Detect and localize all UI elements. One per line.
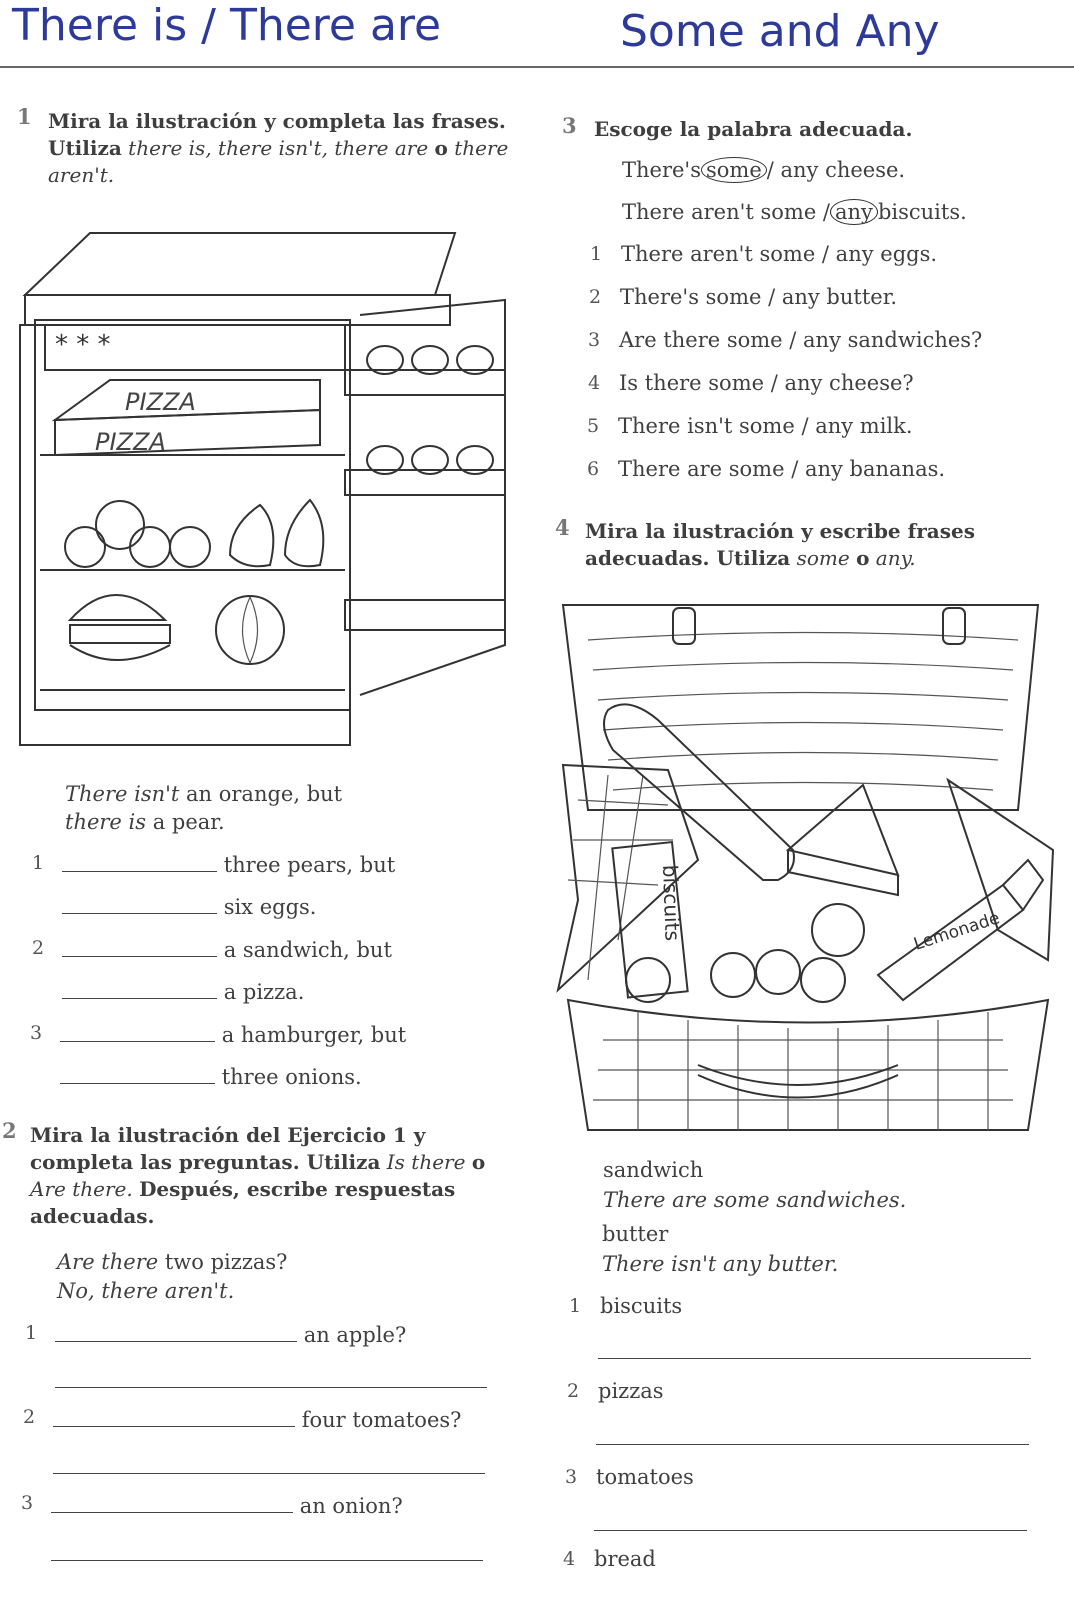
fridge-illustration	[15, 225, 510, 750]
ex1-item-text: a hamburger, but	[221, 1023, 407, 1047]
ex3-item-number: 1	[590, 243, 603, 265]
ex3-example-2-post: biscuits.	[877, 200, 967, 224]
answer-line[interactable]	[55, 1387, 487, 1388]
ex4-example-2-word: butter	[602, 1222, 669, 1246]
ex3-item-number: 4	[588, 372, 601, 394]
ex3-example-1-circled: some	[701, 157, 767, 183]
ex4-item-number: 4	[563, 1548, 576, 1570]
ex2-instruction-f: Después, escribe respuestas	[139, 1177, 456, 1201]
ex2-item-line	[53, 1408, 461, 1432]
ex2-instruction-c: Is there	[386, 1150, 466, 1174]
ex4-item-number: 2	[567, 1380, 580, 1402]
ex1-item-text: six eggs.	[223, 895, 317, 919]
ex3-item-text[interactable]: There's some / any butter.	[620, 285, 898, 309]
ex2-item-text: an apple?	[303, 1323, 407, 1347]
biscuits-label: biscuits	[658, 864, 685, 942]
ex1-item-number: 1	[32, 852, 45, 874]
ex1-item-line	[62, 895, 316, 919]
ex2-example-answer: No, there aren't.	[57, 1279, 235, 1303]
ex3-item-number: 5	[587, 415, 600, 437]
ex1-number: 1	[17, 104, 32, 129]
ex4-item-word: tomatoes	[596, 1465, 694, 1489]
ex3-example-2-pre: There aren't some /	[622, 200, 831, 224]
answer-blank[interactable]	[55, 1323, 297, 1342]
answer-blank[interactable]	[53, 1408, 295, 1427]
ex4-instruction-c: some	[796, 546, 850, 570]
answer-blank[interactable]	[51, 1494, 293, 1513]
ex1-item-number: 3	[30, 1022, 43, 1044]
ex2-instruction	[30, 1122, 500, 1230]
ex4-number: 4	[555, 515, 570, 540]
ex2-item-number: 3	[21, 1492, 34, 1514]
ex3-item-text[interactable]: There aren't some / any eggs.	[621, 242, 938, 266]
ex1-item-line	[60, 1023, 406, 1047]
ex1-instruction	[48, 108, 518, 189]
ex4-item-word: bread	[594, 1547, 656, 1571]
ex3-item-number: 2	[589, 286, 602, 308]
ex1-instruction-a: Mira la ilustración y completa las frases.	[48, 109, 506, 133]
ex4-example-1-word: sandwich	[603, 1158, 704, 1182]
ex2-item-line	[51, 1494, 403, 1518]
ex2-instruction-d: o	[471, 1150, 486, 1174]
ex1-example-2-rest: a pear.	[152, 810, 225, 834]
ex1-example-1-italic: There isn't	[65, 782, 180, 806]
ex1-item-number: 2	[32, 937, 45, 959]
fridge-stars: * * *	[55, 330, 111, 360]
ex3-number: 3	[562, 113, 577, 138]
ex2-item-number: 2	[23, 1406, 36, 1428]
answer-blank[interactable]	[62, 853, 217, 872]
answer-line[interactable]	[596, 1444, 1029, 1445]
ex1-instruction-b: Utiliza	[48, 136, 122, 160]
answer-blank[interactable]	[60, 1023, 215, 1042]
ex1-item-line	[60, 1065, 362, 1089]
ex2-item-number: 1	[25, 1322, 38, 1344]
ex2-item-text: an onion?	[299, 1494, 403, 1518]
answer-line[interactable]	[51, 1560, 483, 1561]
ex4-item-word: pizzas	[598, 1379, 664, 1403]
ex2-example-q-italic: Are there	[57, 1250, 159, 1274]
ex1-item-line	[62, 938, 392, 962]
ex4-item-number: 3	[565, 1466, 578, 1488]
ex1-item-text: three onions.	[221, 1065, 362, 1089]
ex4-example-2-answer: There isn't any butter.	[602, 1252, 839, 1276]
pizza-bottom-label: PIZZA	[95, 428, 166, 456]
ex1-item-line	[62, 853, 395, 877]
header-rule	[0, 66, 1074, 68]
ex3-item-text[interactable]: Are there some / any sandwiches?	[619, 328, 983, 352]
ex4-instruction-d: o	[856, 546, 870, 570]
ex1-item-line	[62, 980, 304, 1004]
answer-blank[interactable]	[62, 895, 217, 914]
ex3-example-1-pre: There's	[622, 158, 701, 182]
ex1-item-text: a sandwich, but	[223, 938, 392, 962]
ex3-example-1-post: / any cheese.	[766, 158, 906, 182]
ex1-instruction-e: there aren't.	[48, 136, 509, 187]
ex4-instruction-a: Mira la ilustración y escribe frases	[585, 519, 975, 543]
ex1-example-line1	[65, 782, 342, 806]
ex2-instruction-e: Are there.	[30, 1177, 133, 1201]
ex4-item-word: biscuits	[600, 1294, 683, 1318]
ex2-number: 2	[2, 1118, 17, 1143]
ex1-example-2-italic: there is	[65, 810, 147, 834]
ex4-instruction-e: any.	[875, 546, 916, 570]
ex3-example-2	[622, 200, 967, 224]
title-left: There is / There are	[12, 0, 442, 51]
ex1-item-text: a pizza.	[223, 980, 305, 1004]
ex1-item-text: three pears, but	[223, 853, 396, 877]
lemonade-label: Lemonade	[911, 908, 1003, 955]
ex3-item-text[interactable]: Is there some / any cheese?	[619, 371, 914, 395]
ex2-instruction-g: adecuadas.	[30, 1204, 155, 1228]
ex2-example-q-rest: two pizzas?	[164, 1250, 288, 1274]
ex3-item-number: 3	[588, 329, 601, 351]
ex1-instruction-d: o	[434, 136, 448, 160]
answer-blank[interactable]	[62, 980, 217, 999]
answer-line[interactable]	[598, 1358, 1031, 1359]
ex4-instruction	[585, 518, 1045, 572]
ex3-item-text[interactable]: There isn't some / any milk.	[618, 414, 913, 438]
ex4-example-1-answer: There are some sandwiches.	[603, 1188, 907, 1212]
ex2-instruction-b: completa las preguntas. Utiliza	[30, 1150, 381, 1174]
ex3-example-2-circled: any	[830, 199, 878, 225]
ex1-example-line2	[65, 810, 225, 834]
pizza-top-label: PIZZA	[125, 388, 196, 416]
ex1-instruction-c: there is, there isn't, there are	[128, 136, 429, 160]
ex2-example-question	[57, 1250, 287, 1274]
ex3-item-number: 6	[587, 458, 600, 480]
ex3-instruction	[594, 116, 912, 143]
ex3-instruction-text: Escoge la palabra adecuada.	[594, 117, 913, 141]
ex3-example-1	[622, 158, 905, 182]
ex4-instruction-b: adecuadas. Utiliza	[585, 546, 791, 570]
picnic-basket-illustration	[548, 600, 1058, 1135]
answer-line[interactable]	[594, 1530, 1027, 1531]
ex2-instruction-a: Mira la ilustración del Ejercicio 1 y	[30, 1123, 426, 1147]
ex3-item-text[interactable]: There are some / any bananas.	[618, 457, 946, 481]
answer-blank[interactable]	[60, 1065, 215, 1084]
ex4-item-number: 1	[569, 1295, 582, 1317]
answer-line[interactable]	[53, 1473, 485, 1474]
ex1-example-1-rest: an orange, but	[186, 782, 343, 806]
ex2-item-line	[55, 1323, 406, 1347]
answer-blank[interactable]	[62, 938, 217, 957]
ex2-item-text: four tomatoes?	[301, 1408, 462, 1432]
title-right: Some and Any	[620, 6, 940, 57]
